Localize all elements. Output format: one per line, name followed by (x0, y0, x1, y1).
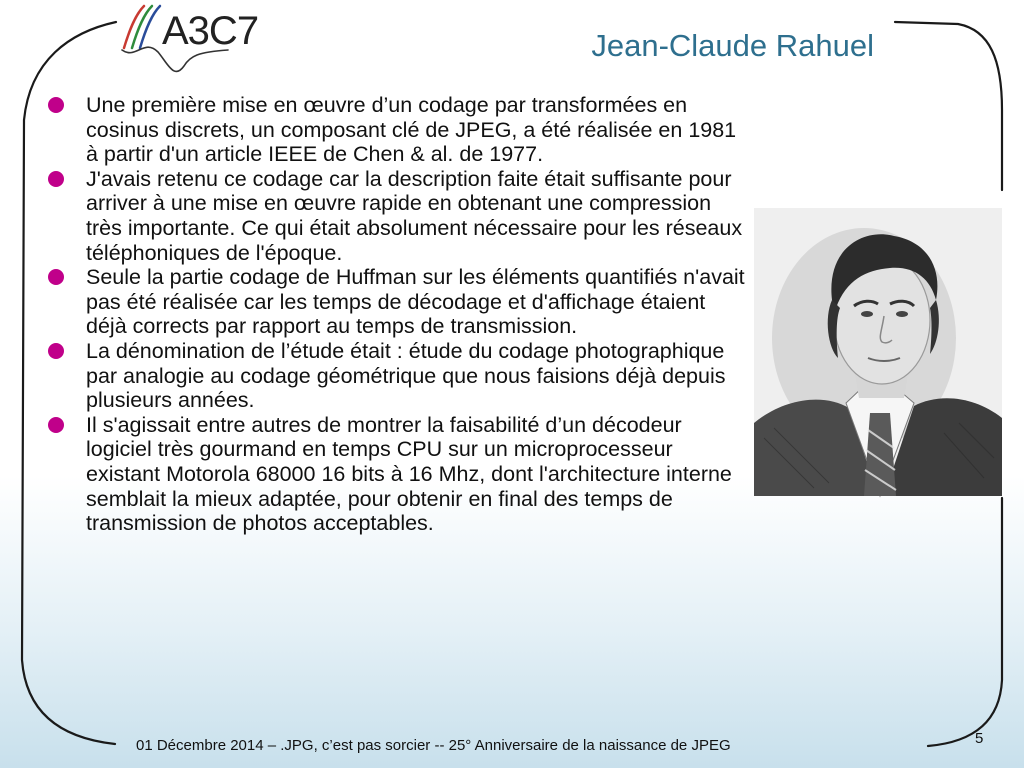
page-number: 5 (975, 730, 984, 747)
slide-title: Jean-Claude Rahuel (591, 28, 874, 63)
bullet-item (46, 413, 746, 536)
bullet-item (46, 167, 746, 265)
bullet-dot-icon (48, 97, 64, 113)
bullet-text: Une première mise en œuvre d’un codage par transformées en cosinus discrets, un composant clé de JPEG, a été réalisée en 1981 à partir d'un article IEEE de Chen & al. de 1977. (86, 93, 737, 167)
bullet-text: J'avais retenu ce codage car la description faite était suffisante pour arriver à une mise en œuvre rapide en obtenant une compression très importante. Ce qui était absolument nécessaire pour les réseaux téléphoniques de l'époque. (86, 166, 743, 265)
bullet-item (46, 265, 746, 339)
bullet-item (46, 93, 746, 167)
bullet-list (46, 93, 746, 536)
bullet-dot-icon (48, 417, 64, 433)
bullet-item (46, 339, 746, 413)
bullet-text: Il s'agissait entre autres de montrer la faisabilité d’un décodeur logiciel très gourmand en temps CPU sur un microprocesseur existant Motorola 68000 16 bits à 16 Mhz, dont l'architecture interne semblait la mieux adaptée, pour obtenir en final des temps de transmission de photos acceptables. (86, 412, 732, 536)
bullet-dot-icon (48, 269, 64, 285)
a3c7-logo (118, 2, 259, 78)
footer-text: 01 Décembre 2014 – .JPG, c’est pas sorcier -- 25° Anniversaire de la naissance de JPEG (136, 737, 731, 754)
bullet-text: La dénomination de l’étude était : étude du codage photographique par analogie au codage géométrique que nous faisions déjà depuis plusieurs années. (86, 338, 726, 413)
portrait-photo (754, 208, 1002, 496)
bullet-text: Seule la partie codage de Huffman sur les éléments quantifiés n'avait pas été réalisée car les temps de décodage et d'affichage étaient déjà corrects par rapport au temps de transmission. (86, 265, 745, 339)
svg-text:A3C7: A3C7 (162, 9, 259, 53)
bullet-dot-icon (48, 343, 64, 359)
bullet-dot-icon (48, 171, 64, 187)
